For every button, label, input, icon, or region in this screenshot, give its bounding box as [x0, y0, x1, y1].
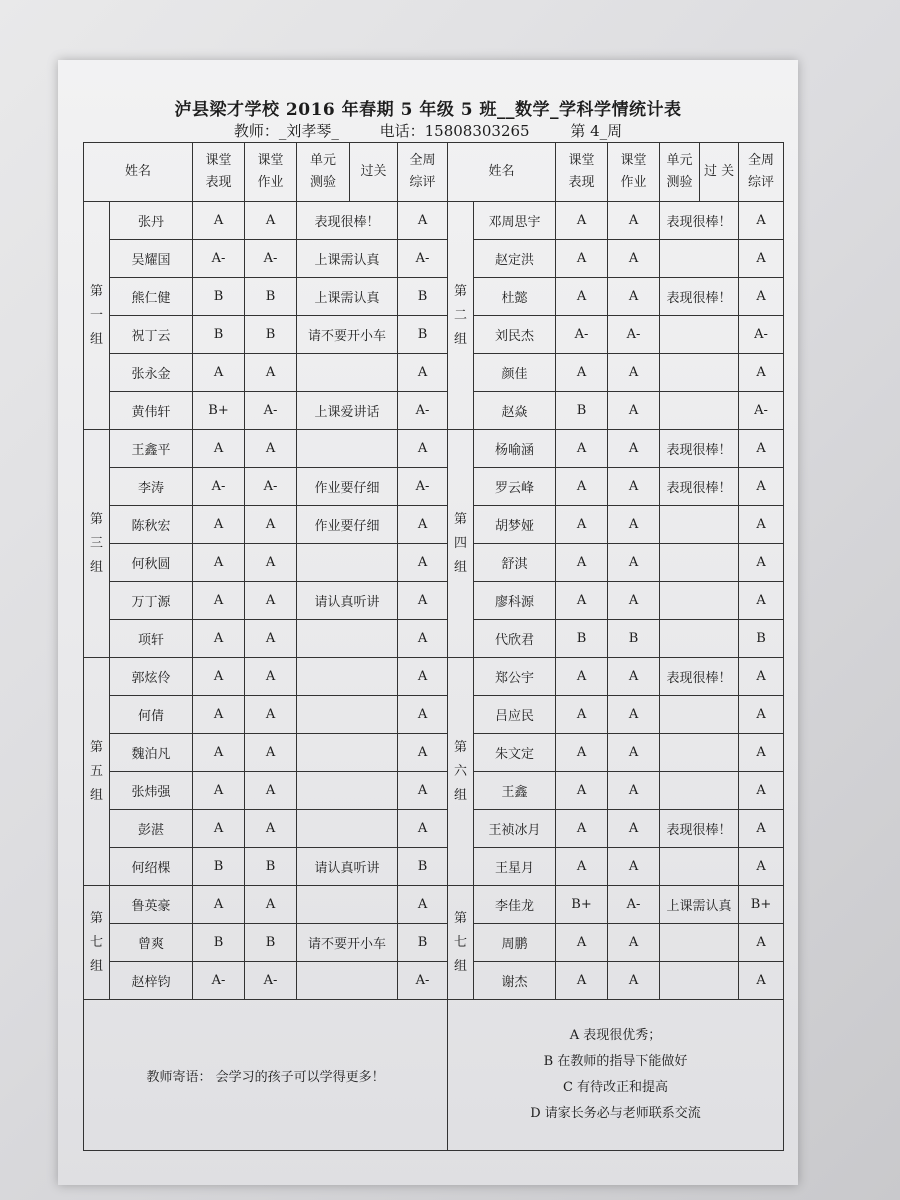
student-name: 邓周思宇: [474, 202, 556, 240]
table-row: [84, 354, 784, 392]
class-performance-grade: A: [193, 772, 245, 810]
table-row: [84, 848, 784, 886]
legend-item: C 有待改正和提高: [562, 1080, 669, 1095]
unit-test-comment: [660, 848, 739, 886]
group-label-char: 组: [89, 787, 103, 803]
header-unit-test-right: 单元 测验: [660, 143, 700, 202]
student-name: 吕应民: [474, 696, 556, 734]
unit-test-comment: [660, 544, 739, 582]
grade-table: [83, 142, 784, 1151]
table-row: [84, 620, 784, 658]
legend-item: B 在教师的指导下能做好: [543, 1054, 688, 1069]
weekly-grade: B: [739, 620, 784, 658]
homework-grade: A: [608, 506, 660, 544]
weekly-grade: A: [398, 354, 448, 392]
class-performance-grade: B: [193, 278, 245, 316]
header-class-perf-left: 课堂 表现: [193, 143, 245, 202]
table-row: [84, 658, 784, 696]
student-name: 张永金: [110, 354, 193, 392]
header-homework-right: 课堂 作业: [608, 143, 660, 202]
class-performance-grade: A: [193, 582, 245, 620]
homework-grade: A: [608, 544, 660, 582]
student-name: 廖科源: [474, 582, 556, 620]
class-performance-grade: A: [556, 658, 608, 696]
student-name: 张炜强: [110, 772, 193, 810]
group-label-char: 第: [454, 511, 468, 527]
class-performance-grade: A: [556, 810, 608, 848]
legend-item: D 请家长务必与老师联系交流: [530, 1106, 701, 1121]
group-label-char: 组: [454, 787, 468, 803]
weekly-grade: A: [739, 202, 784, 240]
unit-test-comment: 请认真听讲: [297, 582, 398, 620]
homework-grade: B: [245, 848, 297, 886]
homework-grade: A: [608, 354, 660, 392]
homework-grade: A-: [245, 240, 297, 278]
unit-test-comment: [297, 810, 398, 848]
group-label: [84, 658, 110, 886]
unit-test-comment: 表现很棒！: [297, 202, 398, 240]
student-name: 彭湛: [110, 810, 193, 848]
student-name: 吴耀国: [110, 240, 193, 278]
homework-grade: A: [608, 430, 660, 468]
group-label-char: 第: [89, 910, 103, 926]
unit-test-comment: 请认真听讲: [297, 848, 398, 886]
weekly-grade: A: [398, 886, 448, 924]
class-performance-grade: A-: [193, 962, 245, 1000]
class-performance-grade: A: [193, 544, 245, 582]
group-label-char: 组: [89, 958, 103, 974]
weekly-grade: A: [398, 810, 448, 848]
table-row: [84, 392, 784, 430]
unit-test-comment: [660, 696, 739, 734]
student-name: 熊仁健: [110, 278, 193, 316]
header-weekly-left: 全周 综评: [398, 143, 448, 202]
homework-grade: A: [608, 848, 660, 886]
unit-test-comment: [660, 582, 739, 620]
weekly-grade: A: [739, 658, 784, 696]
class-performance-grade: A-: [193, 240, 245, 278]
unit-test-comment: [297, 620, 398, 658]
weekly-grade: A: [739, 924, 784, 962]
table-row: [84, 316, 784, 354]
homework-grade: A: [245, 810, 297, 848]
header-class-perf-right: 课堂 表现: [556, 143, 608, 202]
weekly-grade: A-: [739, 392, 784, 430]
weekly-grade: A: [739, 240, 784, 278]
table-row: [84, 506, 784, 544]
homework-grade: B: [245, 278, 297, 316]
homework-grade: A: [608, 696, 660, 734]
student-name: 李佳龙: [474, 886, 556, 924]
student-name: 杨喻涵: [474, 430, 556, 468]
homework-grade: A: [608, 202, 660, 240]
class-performance-grade: A: [193, 696, 245, 734]
sheet-subtitle: [58, 120, 798, 141]
homework-grade: A-: [608, 886, 660, 924]
homework-grade: A: [245, 658, 297, 696]
homework-grade: A: [608, 924, 660, 962]
sheet-title: 泸县梁才学校 2016 年春期 5 年级 5 班__数学_学科学情统计表: [174, 100, 682, 120]
homework-grade: A: [608, 278, 660, 316]
unit-test-comment: 表现很棒！: [660, 468, 739, 506]
homework-grade: A: [608, 392, 660, 430]
class-performance-grade: A: [193, 430, 245, 468]
weekly-grade: A: [739, 544, 784, 582]
header-pass-right: 过 关: [700, 143, 739, 202]
table-row: [84, 240, 784, 278]
student-name: 郭炫伶: [110, 658, 193, 696]
group-label-char: 组: [454, 559, 468, 575]
homework-grade: A: [245, 734, 297, 772]
class-performance-grade: A: [556, 772, 608, 810]
table-row: [84, 202, 784, 240]
homework-grade: A: [608, 468, 660, 506]
group-label: [448, 658, 474, 886]
weekly-grade: B: [398, 316, 448, 354]
class-performance-grade: A: [193, 886, 245, 924]
weekly-grade: B: [398, 278, 448, 316]
weekly-grade: A-: [398, 468, 448, 506]
unit-test-comment: [660, 924, 739, 962]
student-name: 何秋圆: [110, 544, 193, 582]
group-label-char: 第: [89, 283, 103, 299]
group-label: [84, 886, 110, 1000]
unit-test-comment: 上课需认真: [297, 240, 398, 278]
unit-test-comment: [660, 772, 739, 810]
student-name: 王鑫: [474, 772, 556, 810]
student-name: 王星月: [474, 848, 556, 886]
weekly-grade: A: [398, 734, 448, 772]
student-name: 郑公宇: [474, 658, 556, 696]
unit-test-comment: [297, 430, 398, 468]
homework-grade: A: [245, 544, 297, 582]
homework-grade: A-: [245, 392, 297, 430]
table-row: [84, 430, 784, 468]
group-label-char: 三: [89, 535, 103, 551]
student-name: 刘民杰: [474, 316, 556, 354]
homework-grade: A: [608, 734, 660, 772]
unit-test-comment: [660, 506, 739, 544]
unit-test-comment: 表现很棒！: [660, 202, 739, 240]
group-label-char: 第: [89, 511, 103, 527]
student-name: 曾爽: [110, 924, 193, 962]
table-row: [84, 734, 784, 772]
student-name: 项轩: [110, 620, 193, 658]
weekly-grade: A: [398, 772, 448, 810]
weekly-grade: A: [739, 354, 784, 392]
homework-grade: A: [245, 582, 297, 620]
class-performance-grade: A: [193, 810, 245, 848]
unit-test-comment: [660, 620, 739, 658]
weekly-grade: A: [398, 506, 448, 544]
weekly-grade: B: [398, 848, 448, 886]
unit-test-comment: 表现很棒！: [660, 278, 739, 316]
student-name: 朱文定: [474, 734, 556, 772]
class-performance-grade: B: [556, 620, 608, 658]
class-performance-grade: A: [193, 658, 245, 696]
unit-test-comment: 表现很棒！: [660, 430, 739, 468]
class-performance-grade: B: [193, 924, 245, 962]
homework-grade: A: [608, 582, 660, 620]
class-performance-grade: A: [556, 468, 608, 506]
footer-notes-row: [84, 1000, 784, 1151]
group-label-char: 组: [89, 559, 103, 575]
class-performance-grade: A: [193, 202, 245, 240]
homework-grade: A: [608, 810, 660, 848]
table-row: [84, 278, 784, 316]
group-label-char: 第: [454, 739, 468, 755]
class-performance-grade: A-: [193, 468, 245, 506]
class-performance-grade: B+: [193, 392, 245, 430]
unit-test-comment: [660, 734, 739, 772]
weekly-grade: A: [398, 620, 448, 658]
student-name: 罗云峰: [474, 468, 556, 506]
header-name-left: 姓名: [84, 143, 193, 202]
student-name: 赵焱: [474, 392, 556, 430]
unit-test-comment: 作业要仔细: [297, 468, 398, 506]
unit-test-comment: [660, 240, 739, 278]
table-row: [84, 696, 784, 734]
class-performance-grade: A: [556, 240, 608, 278]
student-name: 鲁英豪: [110, 886, 193, 924]
unit-test-comment: 请不要开小车: [297, 924, 398, 962]
class-performance-grade: B: [193, 848, 245, 886]
header-name-right: 姓名: [448, 143, 556, 202]
class-performance-grade: A: [193, 354, 245, 392]
unit-test-comment: [660, 392, 739, 430]
homework-grade: B: [245, 924, 297, 962]
weekly-grade: A-: [739, 316, 784, 354]
group-label-char: 一: [89, 307, 103, 323]
student-name: 代欣君: [474, 620, 556, 658]
group-label-char: 四: [454, 535, 468, 551]
class-performance-grade: A: [193, 620, 245, 658]
homework-grade: B: [608, 620, 660, 658]
class-performance-grade: A: [556, 924, 608, 962]
legend-item: A 表现很优秀；: [569, 1028, 662, 1043]
weekly-grade: A: [739, 810, 784, 848]
student-name: 王祯冰月: [474, 810, 556, 848]
weekly-grade: A: [739, 582, 784, 620]
table-row: [84, 924, 784, 962]
student-name: 张丹: [110, 202, 193, 240]
group-label-char: 组: [454, 331, 468, 347]
class-performance-grade: A: [556, 582, 608, 620]
unit-test-comment: [297, 354, 398, 392]
weekly-grade: A: [398, 696, 448, 734]
weekly-grade: A: [739, 772, 784, 810]
unit-test-comment: 上课爱讲话: [297, 392, 398, 430]
homework-grade: A: [245, 772, 297, 810]
weekly-grade: A: [739, 962, 784, 1000]
grade-sheet-paper: [58, 60, 798, 1185]
homework-grade: B: [245, 316, 297, 354]
weekly-grade: B+: [739, 886, 784, 924]
homework-grade: A: [245, 620, 297, 658]
header-unit-test-left: 单元 测验: [297, 143, 350, 202]
group-label-char: 七: [454, 934, 468, 950]
class-performance-grade: A: [556, 848, 608, 886]
student-name: 赵定洪: [474, 240, 556, 278]
class-performance-grade: B: [193, 316, 245, 354]
weekly-grade: A: [739, 696, 784, 734]
group-label-char: 七: [89, 934, 103, 950]
class-performance-grade: A: [556, 278, 608, 316]
group-label-char: 组: [454, 958, 468, 974]
weekly-grade: A: [739, 848, 784, 886]
weekly-grade: A: [739, 734, 784, 772]
student-name: 祝丁云: [110, 316, 193, 354]
unit-test-comment: [297, 886, 398, 924]
weekly-grade: A-: [398, 240, 448, 278]
homework-grade: A: [608, 240, 660, 278]
group-label-char: 组: [89, 331, 103, 347]
header-pass-left: 过关: [350, 143, 398, 202]
class-performance-grade: A: [556, 962, 608, 1000]
student-name: 黄伟轩: [110, 392, 193, 430]
unit-test-comment: [660, 316, 739, 354]
unit-test-comment: [297, 772, 398, 810]
group-label: [84, 202, 110, 430]
homework-grade: A: [245, 506, 297, 544]
table-row: [84, 810, 784, 848]
weekly-grade: A: [398, 202, 448, 240]
unit-test-comment: [660, 962, 739, 1000]
student-name: 王鑫平: [110, 430, 193, 468]
unit-test-comment: 上课需认真: [660, 886, 739, 924]
unit-test-comment: [297, 962, 398, 1000]
group-label-char: 第: [89, 739, 103, 755]
group-label: [448, 886, 474, 1000]
student-name: 舒淇: [474, 544, 556, 582]
phone-label: 电话：15808303265: [379, 122, 530, 140]
weekly-grade: A: [739, 468, 784, 506]
unit-test-comment: [660, 354, 739, 392]
unit-test-comment: 表现很棒！: [660, 658, 739, 696]
class-performance-grade: A: [193, 506, 245, 544]
group-label-char: 第: [454, 283, 468, 299]
grade-table-body: [84, 202, 784, 1000]
teacher-message: 教师寄语： 会学习的孩子可以学得更多！: [84, 1000, 448, 1151]
class-performance-grade: A: [556, 544, 608, 582]
class-performance-grade: A: [556, 354, 608, 392]
student-name: 颜佳: [474, 354, 556, 392]
homework-grade: A: [245, 430, 297, 468]
unit-test-comment: 请不要开小车: [297, 316, 398, 354]
group-label-char: 二: [454, 307, 468, 323]
homework-grade: A: [608, 962, 660, 1000]
homework-grade: A: [608, 772, 660, 810]
header-homework-left: 课堂 作业: [245, 143, 297, 202]
weekly-grade: B: [398, 924, 448, 962]
weekly-grade: A: [739, 278, 784, 316]
table-row: [84, 772, 784, 810]
unit-test-comment: 上课需认真: [297, 278, 398, 316]
class-performance-grade: B+: [556, 886, 608, 924]
student-name: 胡梦娅: [474, 506, 556, 544]
weekly-grade: A-: [398, 962, 448, 1000]
weekly-grade: A: [398, 544, 448, 582]
homework-grade: A: [245, 354, 297, 392]
unit-test-comment: [297, 734, 398, 772]
teacher-label: 教师：_刘孝琴_: [233, 122, 339, 140]
group-label-char: 第: [454, 910, 468, 926]
class-performance-grade: A: [556, 430, 608, 468]
student-name: 谢杰: [474, 962, 556, 1000]
student-name: 周鹏: [474, 924, 556, 962]
homework-grade: A-: [608, 316, 660, 354]
homework-grade: A: [245, 202, 297, 240]
weekly-grade: A: [398, 582, 448, 620]
unit-test-comment: 作业要仔细: [297, 506, 398, 544]
student-name: 陈秋宏: [110, 506, 193, 544]
student-name: 赵梓钧: [110, 962, 193, 1000]
homework-grade: A: [608, 658, 660, 696]
unit-test-comment: [297, 696, 398, 734]
grade-legend: [448, 1000, 784, 1151]
table-row: [84, 582, 784, 620]
homework-grade: A-: [245, 962, 297, 1000]
group-label-char: 五: [89, 763, 103, 779]
student-name: 李涛: [110, 468, 193, 506]
homework-grade: A-: [245, 468, 297, 506]
class-performance-grade: A: [556, 202, 608, 240]
class-performance-grade: A: [556, 696, 608, 734]
table-row: [84, 468, 784, 506]
unit-test-comment: [297, 658, 398, 696]
student-name: 何绍棵: [110, 848, 193, 886]
table-row: [84, 886, 784, 924]
student-name: 何倩: [110, 696, 193, 734]
header-row: [84, 143, 784, 202]
weekly-grade: A: [739, 506, 784, 544]
weekly-grade: A-: [398, 392, 448, 430]
group-label-char: 六: [454, 763, 468, 779]
student-name: 万丁源: [110, 582, 193, 620]
class-performance-grade: A: [556, 734, 608, 772]
class-performance-grade: A-: [556, 316, 608, 354]
homework-grade: A: [245, 886, 297, 924]
homework-grade: A: [245, 696, 297, 734]
week-label: 第 4_周: [570, 122, 623, 140]
weekly-grade: A: [739, 430, 784, 468]
student-name: 杜懿: [474, 278, 556, 316]
unit-test-comment: [297, 544, 398, 582]
class-performance-grade: A: [556, 506, 608, 544]
student-name: 魏泊凡: [110, 734, 193, 772]
group-label: [448, 430, 474, 658]
table-row: [84, 962, 784, 1000]
weekly-grade: A: [398, 430, 448, 468]
group-label: [448, 202, 474, 430]
unit-test-comment: 表现很棒！: [660, 810, 739, 848]
header-weekly-right: 全周 综评: [739, 143, 784, 202]
class-performance-grade: B: [556, 392, 608, 430]
class-performance-grade: A: [193, 734, 245, 772]
weekly-grade: A: [398, 658, 448, 696]
table-row: [84, 544, 784, 582]
group-label: [84, 430, 110, 658]
